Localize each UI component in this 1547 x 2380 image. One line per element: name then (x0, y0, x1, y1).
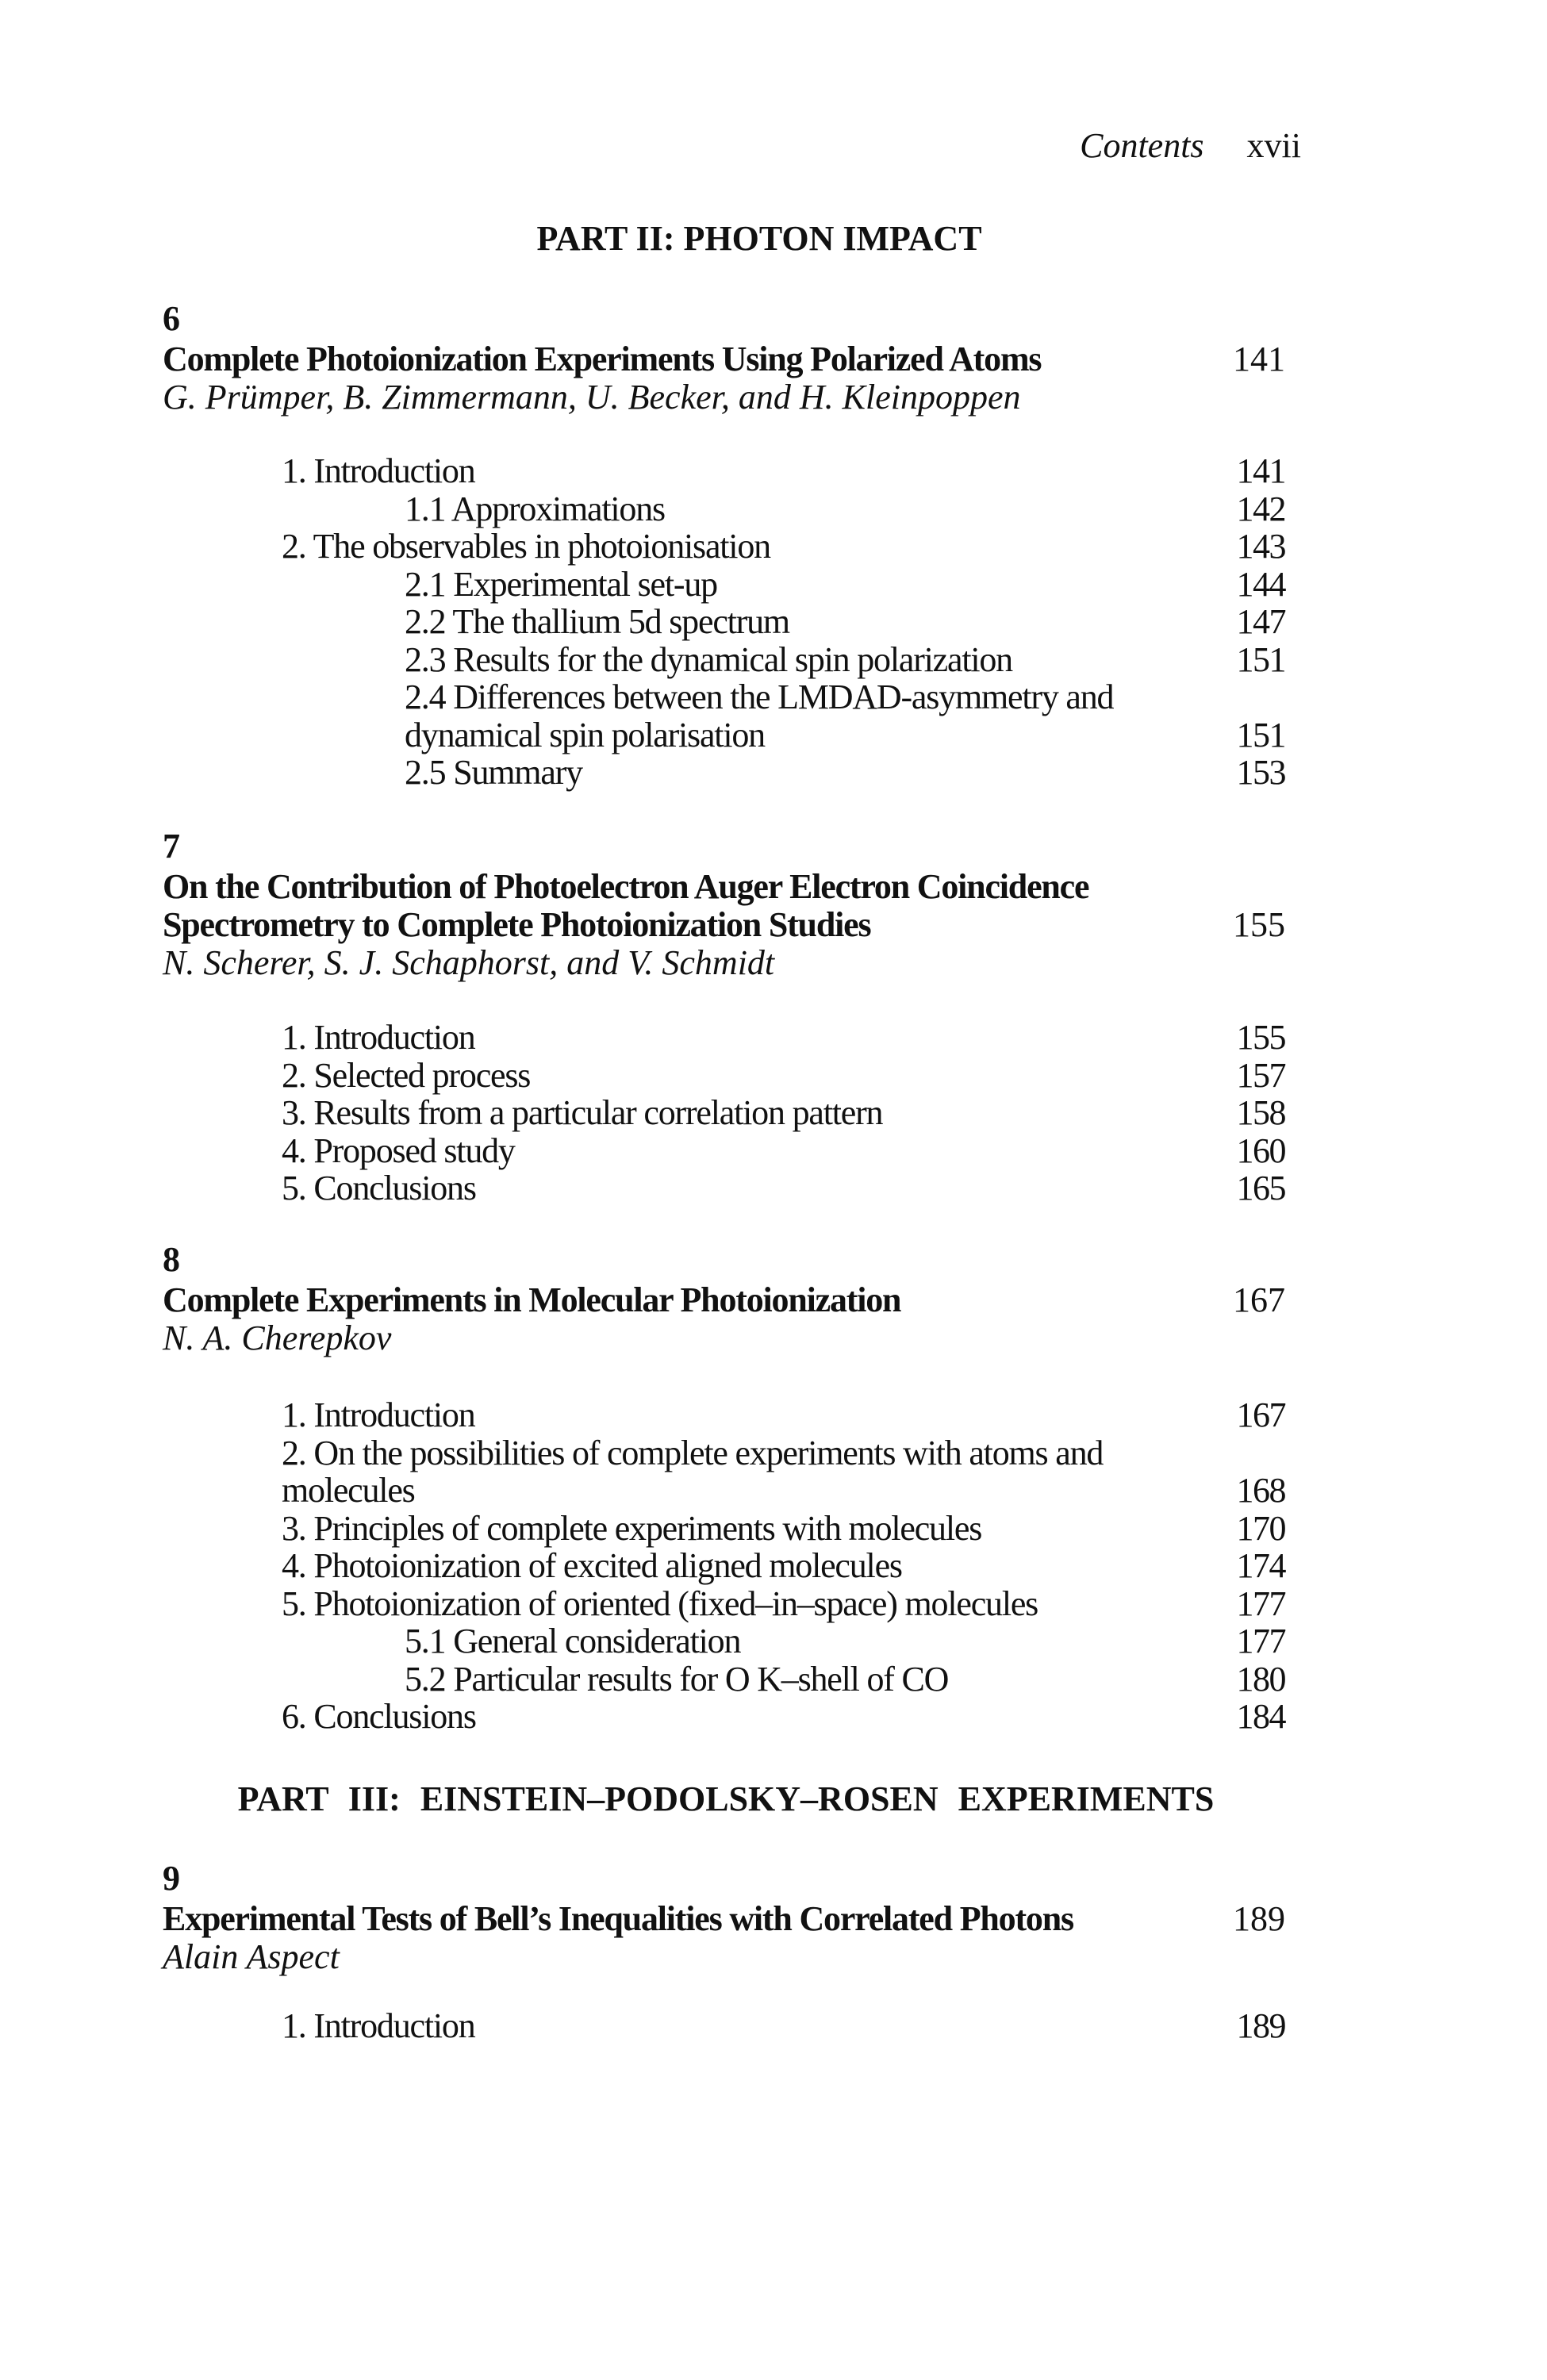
toc-entry (282, 1547, 1285, 1585)
toc-entry (282, 2007, 1285, 2045)
toc-entry-text: 1. Introduction (282, 2006, 475, 2045)
toc-entry-page: 143 (1236, 527, 1285, 566)
chapter-title-line: Spectrometry to Complete Photoionization Studies (163, 905, 871, 944)
chapter-title-line: Complete Photoionization Experiments Using Polarized Atoms (163, 340, 1042, 378)
toc-entry (282, 1132, 1285, 1170)
toc-entry (282, 490, 1285, 528)
toc-entry-page: 177 (1236, 1583, 1285, 1623)
toc-entry-text: molecules (282, 1471, 415, 1510)
toc-entry-page: 184 (1236, 1697, 1285, 1736)
toc-entry (282, 1396, 1285, 1434)
toc-entry-page: 153 (1236, 753, 1285, 792)
toc-entry-text: 4. Proposed study (282, 1130, 515, 1170)
toc-entry-page: 141 (1236, 451, 1285, 490)
toc-entry-page: 155 (1236, 1018, 1285, 1057)
chapter-title-row (163, 1900, 1285, 1938)
chapter-authors: N. Scherer, S. J. Schaphorst, and V. Schmidt (163, 943, 775, 982)
toc-entry-text: 2. The observables in photoionisation (282, 527, 770, 566)
chapter-number: 8 (163, 1240, 180, 1279)
chapter-title-row (163, 868, 1285, 944)
toc-entry (282, 1019, 1285, 1057)
toc-entry-text: 2.4 Differences between the LMDAD-asymmetry and (405, 678, 1114, 716)
toc-entry-page: 180 (1236, 1659, 1285, 1699)
toc-entry (282, 678, 1285, 754)
toc-entry-page: 177 (1236, 1622, 1285, 1660)
running-header (1031, 125, 1301, 167)
toc-entry (282, 1510, 1285, 1548)
toc-entry-text: 2.2 The thallium 5d spectrum (405, 602, 789, 641)
chapter-number: 9 (163, 1859, 180, 1898)
chapter-6-heading (163, 300, 1285, 416)
chapter-page: 141 (1233, 340, 1285, 378)
toc-entry-page: 170 (1236, 1508, 1285, 1548)
toc-entry (282, 1698, 1285, 1736)
chapter-8-sections (282, 1396, 1285, 1736)
chapter-page: 189 (1233, 1899, 1285, 1938)
toc-entry (282, 452, 1285, 490)
toc-entry (282, 1622, 1285, 1660)
toc-entry-page: 147 (1236, 602, 1285, 641)
toc-entry-text: 2. Selected process (282, 1055, 531, 1095)
toc-entry-page: 174 (1236, 1546, 1285, 1585)
toc-entry (282, 566, 1285, 604)
running-header-title: Contents (1080, 126, 1204, 165)
toc-entry-page: 189 (1236, 2006, 1285, 2045)
toc-entry (282, 754, 1285, 792)
toc-entry-text: 5. Photoionization of oriented (fixed–in–space) molecules (282, 1583, 1038, 1623)
part-heading: PART II: PHOTON IMPACT (536, 219, 982, 258)
chapter-title-line: On the Contribution of Photoelectron Auger Electron Coincidence (163, 867, 1089, 906)
toc-entry-text: 1. Introduction (282, 1018, 475, 1057)
toc-entry-text: 5.1 General consideration (405, 1622, 741, 1660)
part-heading: PART III: EINSTEIN–PODOLSKY–ROSEN EXPERIMENTS (237, 1779, 1215, 1818)
chapter-page: 155 (1233, 905, 1285, 944)
chapter-number: 7 (163, 827, 180, 866)
page-number: xvii (1246, 126, 1301, 165)
toc-entry-text: 5. Conclusions (282, 1169, 476, 1207)
toc-entry (282, 1057, 1285, 1095)
toc-entry-page: 157 (1236, 1055, 1285, 1095)
toc-entry-text: 1. Introduction (282, 1395, 475, 1434)
toc-entry (282, 603, 1285, 641)
chapter-9-heading (163, 1860, 1285, 1976)
chapter-title (163, 1900, 1198, 1938)
toc-entry-text: 1. Introduction (282, 451, 475, 490)
toc-entry-text: dynamical spin polarisation (405, 715, 765, 754)
chapter-title-row (163, 340, 1285, 378)
chapter-6-sections (282, 452, 1285, 792)
chapter-authors: N. A. Cherepkov (163, 1319, 392, 1357)
toc-entry-page: 167 (1236, 1395, 1285, 1434)
chapter-title-line: Experimental Tests of Bell’s Inequalities with Correlated Photons (163, 1899, 1073, 1938)
toc-entry-page: 151 (1236, 715, 1285, 754)
chapter-title-row (163, 1281, 1285, 1319)
toc-entry-text: 3. Principles of complete experiments with molecules (282, 1508, 982, 1548)
toc-entry (282, 1585, 1285, 1623)
chapter-authors: Alain Aspect (163, 1937, 340, 1976)
toc-entry-text: 5.2 Particular results for O K–shell of CO (405, 1659, 949, 1699)
toc-entry-text: 2.5 Summary (405, 753, 582, 792)
chapter-authors: G. Prümper, B. Zimmermann, U. Becker, and H. Kleinpoppen (163, 378, 1021, 416)
chapter-number: 6 (163, 299, 180, 338)
toc-entry-page: 165 (1236, 1169, 1285, 1207)
toc-entry-text: 2.3 Results for the dynamical spin polarization (405, 639, 1012, 679)
chapter-7-sections (282, 1019, 1285, 1207)
toc-entry-text: 6. Conclusions (282, 1697, 476, 1736)
chapter-8-heading (163, 1241, 1285, 1357)
toc-entry-page: 151 (1236, 639, 1285, 679)
toc-entry-text: 1.1 Approximations (405, 489, 665, 528)
toc-entry (282, 1094, 1285, 1132)
toc-entry-text: 3. Results from a particular correlation pattern (282, 1093, 883, 1132)
chapter-page: 167 (1233, 1280, 1285, 1319)
chapter-title-line: Complete Experiments in Molecular Photoionization (163, 1280, 901, 1319)
toc-entry (282, 1660, 1285, 1699)
toc-entry (282, 1169, 1285, 1207)
toc-entry-text: 4. Photoionization of excited aligned molecules (282, 1546, 902, 1585)
toc-entry-page: 168 (1236, 1471, 1285, 1510)
chapter-title (163, 340, 1198, 378)
chapter-9-sections (282, 2007, 1285, 2045)
toc-entry (282, 528, 1285, 566)
toc-entry-page: 144 (1236, 564, 1285, 604)
chapter-title (163, 1281, 1198, 1319)
toc-entry-text: 2. On the possibilities of complete experiments with atoms and (282, 1433, 1104, 1472)
chapter-7-heading (163, 827, 1285, 982)
toc-entry (282, 641, 1285, 679)
toc-entry-text: 2.1 Experimental set-up (405, 564, 717, 604)
chapter-title (163, 868, 1198, 944)
toc-entry-page: 160 (1236, 1130, 1285, 1170)
toc-entry-page: 142 (1236, 489, 1285, 528)
toc-entry-page: 158 (1236, 1093, 1285, 1132)
toc-entry (282, 1434, 1285, 1510)
